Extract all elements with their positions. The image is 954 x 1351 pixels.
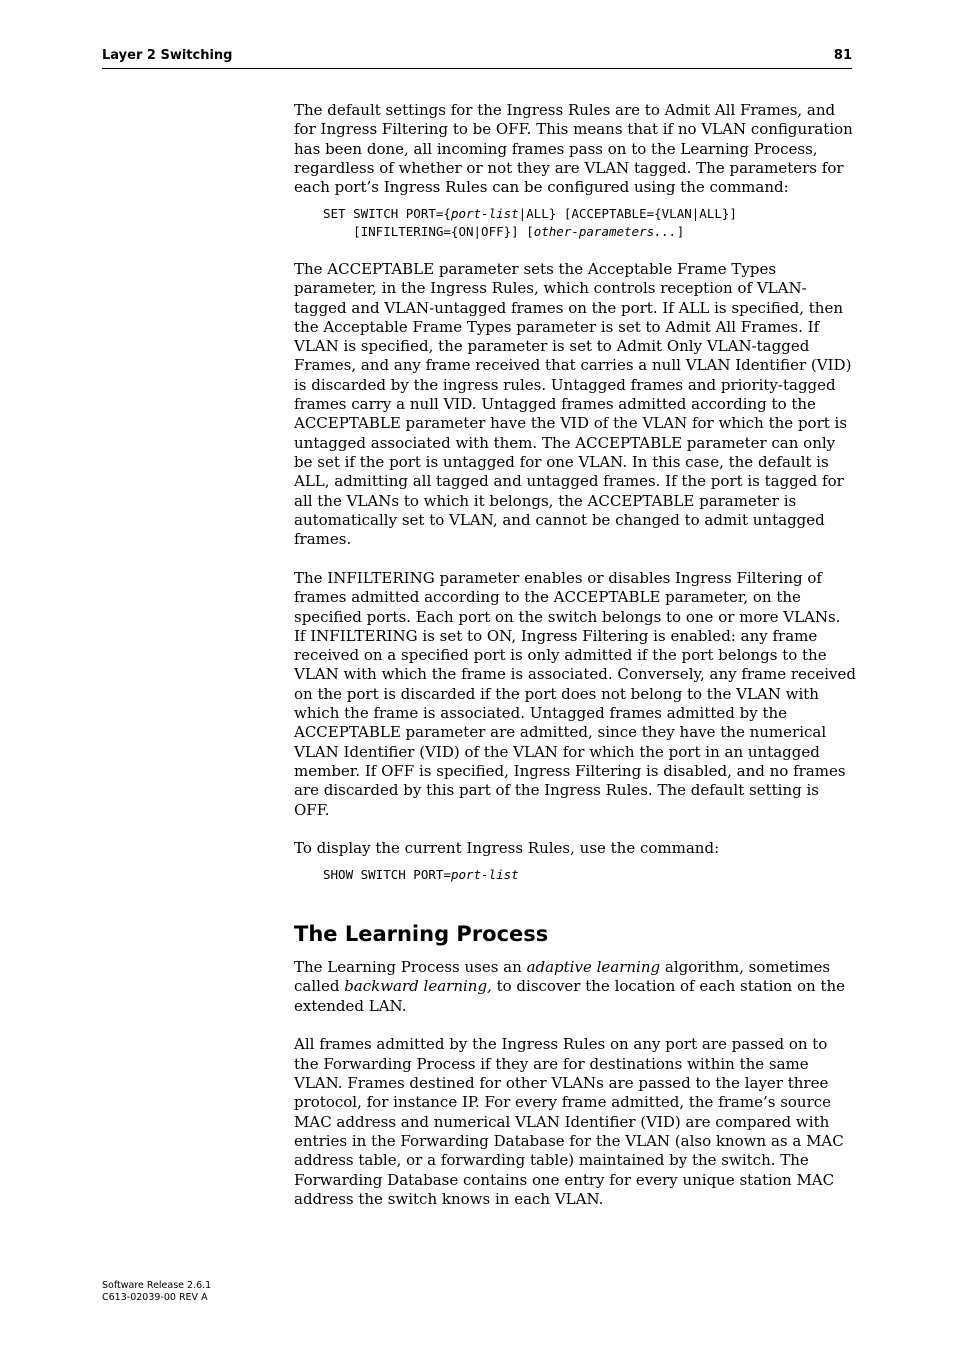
paragraph-infiltering: The INFILTERING parameter enables or disables Ingress Filtering of frames admitted according to the ACCEPTABLE parameter, on the specified ports. Each port on the switch belongs to one or more VLANs. If INFILTERING is set to ON, Ingress Filtering is enabled: any frame received on a specified port is only admitted if the port belongs to the VLAN with which the frame is associated. Conversely, any frame received on the port is discarded if the port does not belong to the VLAN with which the frame is associated. Untagged frames admitted by the ACCEPTABLE parameter are admitted, since they have the numerical VLAN Identifier (VID) of the VLAN for which the port in an untagged member. If OFF is specified, Ingress Filtering is disabled, and no frames are discarded by this part of the Ingress Rules. The default setting is OFF. bbox=[294, 568, 856, 819]
paragraph-learning-intro: The Learning Process uses an adaptive learning algorithm, sometimes called backward learning, to discover the location of each station on the extended LAN. bbox=[294, 958, 846, 1015]
section-heading: The Learning Process bbox=[294, 922, 549, 947]
paragraph-acceptable: The ACCEPTABLE parameter sets the Acceptable Frame Types parameter, in the Ingress Rules, which controls reception of VLAN-tagged and VLAN-untagged frames on the port. If ALL is specified, then the Acceptable Frame Types parameter is set to Admit All Frames. If VLAN is specified, the parameter is set to Admit Only VLAN-tagged Frames, and any frame received that carries a null VLAN Identifier (VID) is discarded by the ingress rules. Untagged frames and priority-tagged frames carry a null VID. Untagged frames admitted according to the ACCEPTABLE parameter have the VID of the VLAN for which the port is untagged associated with them. The ACCEPTABLE parameter can only be set if the port is untagged for one VLAN. In this case, the default is ALL, admitting all tagged and untagged frames. If the port is tagged for all the VLANs to which it belongs, the ACCEPTABLE parameter is automatically set to VLAN, and cannot be changed to admit untagged frames. bbox=[294, 259, 852, 549]
running-header-title: Layer 2 Switching bbox=[102, 48, 233, 63]
paragraph-forwarding: All frames admitted by the Ingress Rules on any port are passed on to the Forwarding Process if they are for destinations within the same VLAN. Frames destined for other VLANs are passed to the layer three protocol, for instance IP. For every frame admitted, the frame’s source MAC address and numerical VLAN Identifier (VID) are compared with entries in the Forwarding Database for the VLAN (also known as a MAC address table, or a forwarding table) maintained by the switch. The Forwarding Database contains one entry for every unique station MAC address the switch knows in each VLAN. bbox=[294, 1035, 844, 1208]
page-number: 81 bbox=[833, 48, 852, 63]
code-set-switch-port: SET SWITCH PORT={port-list|ALL} [ACCEPTABLE={VLAN|ALL}] [INFILTERING={ON|OFF}] [other-parameters...] bbox=[323, 205, 737, 239]
page-header bbox=[102, 48, 852, 69]
footer-doc-number: C613-02039-00 REV A bbox=[102, 1291, 208, 1303]
footer-release: Software Release 2.6.1 bbox=[102, 1280, 212, 1291]
main-content bbox=[294, 101, 856, 1229]
paragraph-display-rules: To display the current Ingress Rules, use the command: bbox=[294, 839, 720, 858]
page-footer bbox=[102, 1280, 211, 1303]
paragraph-ingress-defaults: The default settings for the Ingress Rules are to Admit All Frames, and for Ingress Filtering to be OFF. This means that if no VLAN configuration has been done, all incoming frames pass on to the Learning Process, regardless of whether or not they are VLAN tagged. The parameters for each port’s Ingress Rules can be configured using the command: bbox=[294, 101, 853, 197]
code-show-switch-port: SHOW SWITCH PORT=port-list bbox=[323, 867, 519, 883]
